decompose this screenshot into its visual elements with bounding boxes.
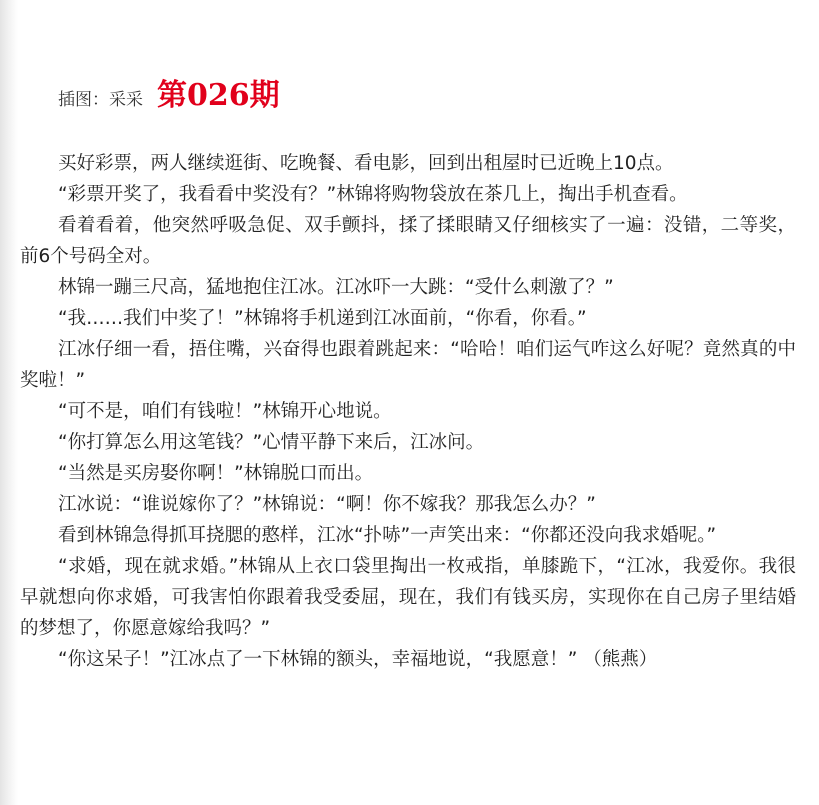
paragraph: 买好彩票，两人继续逛街、吃晚餐、看电影，回到出租屋时已近晚上10点。 (58, 153, 674, 174)
paragraph: “彩票开奖了，我看看中奖没有？”林锦将购物袋放在茶几上，掏出手机查看。 (58, 184, 688, 205)
paragraph: 江冰仔细一看，捂住嘴，兴奋得也跟着跳起来：“哈哈！咱们运气咋这么好呢？竟然真的中奖啦！” (20, 339, 796, 391)
issue-number: 第026期 (157, 78, 280, 113)
paragraph: “求婚，现在就求婚。”林锦从上衣口袋里掏出一枚戒指，单膝跪下，“江冰，我爱你。我很早就想向你求婚，可我害怕你跟着我受委屈，现在，我们有钱买房，实现你在自己房子里结婚的梦想了，你愿意嫁给我吗？” (20, 556, 796, 639)
illustration-credit: 插图：采采 (58, 90, 143, 110)
paragraph: “可不是，咱们有钱啦！”林锦开心地说。 (58, 401, 392, 422)
page-edge-shadow (0, 0, 18, 805)
paragraph: “我……我们中奖了！”林锦将手机递到江冰面前，“你看，你看。” (58, 308, 587, 329)
article-header (58, 70, 280, 114)
paragraph: “你这呆子！”江冰点了一下林锦的额头，幸福地说，“我愿意！” （熊燕） (58, 649, 658, 670)
paragraph: “你打算怎么用这笔钱？”心情平静下来后，江冰问。 (58, 432, 485, 453)
paragraph: “当然是买房娶你啊！”林锦脱口而出。 (58, 463, 374, 484)
paragraph: 看着看着，他突然呼吸急促、双手颤抖，揉了揉眼睛又仔细核实了一遍：没错，二等奖，前6个号码全对。 (20, 215, 796, 267)
story-body (20, 148, 796, 675)
paragraph: 江冰说：“谁说嫁你了？”林锦说：“啊！你不嫁我？那我怎么办？” (58, 494, 596, 515)
paragraph: 林锦一蹦三尺高，猛地抱住江冰。江冰吓一大跳：“受什么刺激了？” (58, 277, 614, 298)
paragraph: 看到林锦急得抓耳挠腮的憨样，江冰“扑哧”一声笑出来：“你都还没向我求婚呢。” (58, 525, 717, 546)
